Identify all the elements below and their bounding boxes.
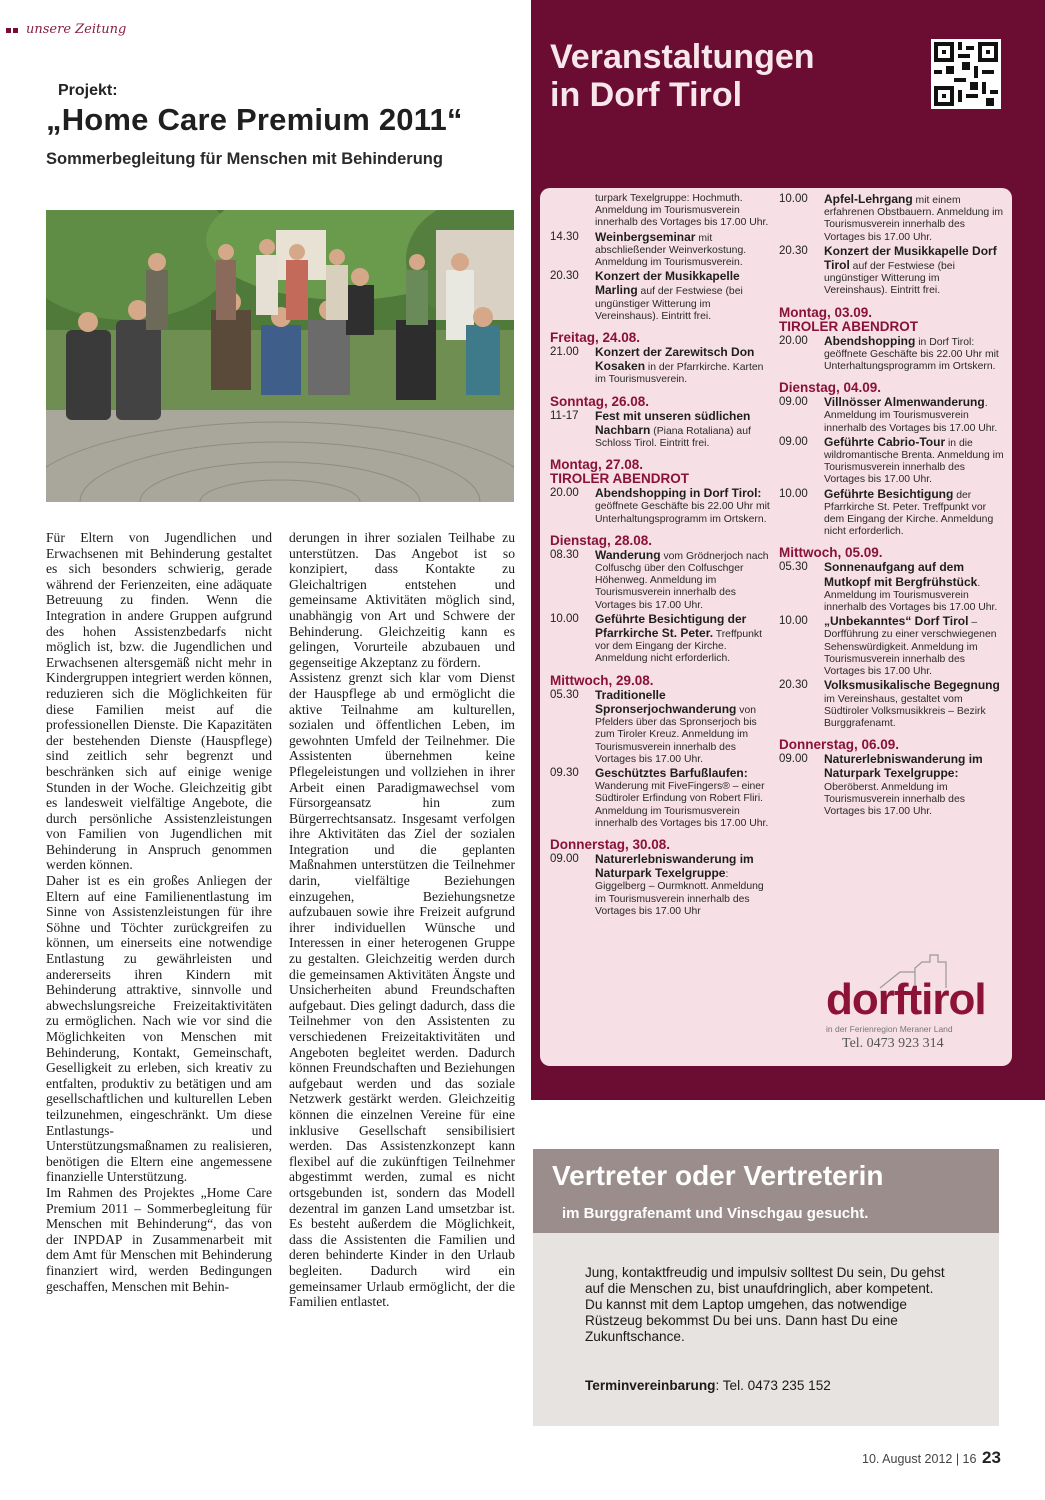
event-time: 20.30 [779, 679, 808, 692]
event-title: Weinbergseminar [595, 229, 696, 244]
article-paragraph: Daher ist es ein großes Anliegen der Eltern auf eine Familienentlastung im Sinne von Assistenzleistungen für ihre Söhne und Töchter zurückgreifen zu können, um einerseits eine notwendige Entlastung zu gewährleisten und andererseits ihren Kindern mit Behinderung attraktive, sinnvolle und abwechslungsreiche Freizeitaktivitäten zu ermöglichen. Nach wie vor sind die Möglichkeiten von Menschen mit Behinderung, Kontakt, Gemeinschaft, Geselligkeit zu erleben, sich kreativ zu entfalten, produktiv zu betätigen und am gesellschaftlichen und kulturellen Leben teilzunehmen, eingeschränkt. Um diese Entlastungs- und Unterstützungsmaßnamen zu realisieren, benötigen die Eltern eine angemessene finanzielle Unterstützung. [46, 873, 272, 1185]
event-title: Villnösser Almenwanderung [824, 395, 985, 410]
article-paragraph: Für Eltern von Jugendlichen und Erwachsenen mit Behinderung gestaltet es sich besonders schwierig, gerade während der Ferienzeiten, eine adäquate Betreuung zu finden. Wenn die Integration in andere Gruppen aufgrund des hohen Assistenzbedarfs nicht möglich ist, bzw. die Jugendlichen und Erwachsenen altersgemäß nicht mehr in Kindergruppen integriert werden können, reduzieren sich die Möglichkeiten für diese Familien meist auf die professionellen Dienste. Die Kapazitäten der bestehenden Dienste (Hauspflege) sind zeitlich sehr begrenzt und beschränken sich auf einige wenige Stunden in der Woche. Gleichzeitig gibt es landesweit vielfältige Angebote, die durch persönliche Assistenzleistungen von Familien von Jugendlichen mit Behinderung in Anspruch genommen werden können. [46, 530, 272, 873]
event-item [550, 853, 772, 918]
page-number: 23 [982, 1448, 1001, 1467]
event-title: Apfel-Lehrgang [824, 192, 913, 206]
event-description [824, 679, 1004, 730]
event-item [550, 193, 772, 230]
event-day-heading: Sonntag, 26.08. [550, 393, 650, 409]
event-item [550, 410, 772, 451]
article-headline: „Home Care Premium 2011“ [46, 102, 463, 137]
event-day-heading: Mittwoch, 05.09. [779, 545, 883, 561]
article-kicker: Projekt: [58, 82, 118, 99]
event-item [779, 679, 1004, 730]
event-description [595, 193, 772, 230]
event-item [550, 346, 772, 387]
event-description [595, 549, 772, 612]
event-title: Naturerlebniswanderung im Naturpark Texelgruppe: [824, 752, 983, 781]
event-description [824, 488, 1004, 539]
event-day-heading: Montag, 03.09. [779, 304, 873, 320]
event-description [595, 613, 772, 666]
event-text: : Giggelberg – Ourmknott. Anmeldung im Tourismusverein innerhalb des Vortages bis 17.00 Uhr [595, 869, 764, 917]
masthead [6, 20, 126, 38]
qr-code-graphic [934, 42, 998, 106]
events-title [550, 38, 815, 114]
event-day-heading: Dienstag, 04.09. [779, 380, 882, 396]
event-title: Volksmusikalische Begegnung [824, 678, 1000, 693]
footer-date-issue: 10. August 2012 | 16 [862, 1452, 977, 1466]
masthead-squares [6, 20, 20, 38]
event-text: Treffpunkt vor dem Eingang der Kirche. Anmeldung nicht erforderlich. [595, 629, 762, 665]
event-text: . Anmeldung im Tourismusverein innerhalb des Vortages bis 17.00 Uhr. [824, 398, 998, 434]
event-item [550, 689, 772, 766]
event-description [595, 767, 772, 830]
event-title: Konzert der Zarewitsch Don Kosaken [595, 345, 755, 374]
event-time: 20.30 [550, 270, 579, 283]
group-photo-illustration [46, 210, 514, 502]
event-day-heading: Dienstag, 28.08. [550, 532, 653, 548]
event-title: Sonnenaufgang auf dem Mutkopf mit Bergfrühstück [824, 560, 978, 589]
event-time: 09.00 [550, 852, 579, 865]
event-text: vom Grödnerjoch nach Colfuschg über den Colfuschger Höhenweg. Anmeldung im Tourismusverein innerhalb des Vortages bis 17.00 Uhr. [595, 550, 769, 611]
event-title: Naturerlebniswanderung im Naturpark Texelgruppe [595, 851, 754, 881]
article-paragraph: Assistenz grenzt sich klar vom Dienst der Hauspflege ab und ermöglicht die aktive Teilnahme am kulturellen, sozialen und öffentlichen Leben, im gewohnten Umfeld der Teilnehmer. Die Assistenten übernehmen keine Pflegeleistungen und vollziehen in ihrer Arbeit einen Paradigmawechsel vom Fürsorgeansatz hin zum Bürgerrechtsansatz. Insgesamt verfolgen ihre Aktivitäten das Ziel der sozialen Integration und die geplanten Maßnahmen unterstützen die Teilnehmer darin, vielfältige Beziehungen einzugehen, Beziehungsnetze aufzubauen sowie ihre Freizeit aufgrund ihrer individuellen Wünsche und Interessen in einer heterogenen Gruppe zu gestalten. Gleichzeitig werden durch die gemeinsamen Aktivitäten Ängste und Unsicherheiten abund Freundschaften aufgebaut. Dies gelingt dadurch, dass die Teilnehmer von den Assistenten zu verschiedenen Freizeitaktivitäten und Angeboten begleitet werden. Dadurch können Freundschaften und Beziehungen aufgebaut werden und das soziale Netzwerk gestärkt werden. Gleichzeitig können die einzelnen Vereine für eine inklusive Gesellschaft sensibilisiert werden. Das Assistenzkonzept kann flexibel auf die zukünftigen Teilnehmer abgestimmt werden, zumal es nicht ortsgebunden ist, sondern das Modell dezentral im ganzen Land umsetzbar ist. Es besteht außerdem die Möglichkeit, dass die Assistenten die Familien und deren behinderte Kinder in den Urlaub begleiten. Dadurch wird ein gemeinsamer Urlaub ermöglicht, der die Familien entlastet. [289, 670, 515, 1310]
event-text: in die wildromantische Brenta. Anmeldung im Tourismusverein innerhalb des Vortages bis 17.00 Uhr. [824, 437, 1004, 486]
event-item [779, 193, 1004, 244]
event-time: 09.00 [779, 396, 808, 409]
event-title: Fest mit unseren südlichen Nachbarn [595, 408, 751, 437]
events-column-right [779, 192, 1004, 818]
event-item [550, 231, 772, 270]
event-item [779, 753, 1004, 818]
event-text: Oberöberst. Anmeldung im Tourismusverein innerhalb des Vortages bis 17.00 Uhr. [824, 781, 965, 817]
event-description [824, 436, 1004, 487]
masthead-brand: unsere Zeitung [26, 21, 127, 37]
event-description [824, 396, 1004, 435]
job-ad-paragraph: Du kannst mit dem Laptop umgehen, das notwendige Rüstzeug bekommst Du bei uns. Dann hast Du eine Zukunftschance. [585, 1297, 907, 1344]
event-title: Konzert der Musikkapelle Marling [595, 269, 740, 298]
job-ad-paragraph: Jung, kontaktfreudig und impulsiv solltest Du sein, Du gehst auf die Menschen zu, bist unaufdringlich, aber kompetent. [585, 1265, 945, 1296]
event-day-heading: Montag, 27.08. [550, 457, 644, 473]
event-time: 05.30 [779, 561, 808, 574]
event-description [595, 346, 772, 387]
event-description [595, 853, 772, 918]
qr-code-icon[interactable] [931, 39, 1001, 109]
event-item [779, 436, 1004, 487]
event-day-heading: TIROLER ABENDROT [550, 471, 689, 487]
article-subline: Sommerbegleitung für Menschen mit Behinderung [46, 150, 443, 168]
event-text: mit abschließender Weinverkostung. Anmeldung im Tourismusverein. [595, 232, 747, 269]
logo-subtitle: in der Ferienregion Meraner Land [826, 1024, 953, 1034]
event-time: 21.00 [550, 346, 579, 359]
event-description [595, 410, 772, 451]
event-text: von Pfelders über das Spronserjoch bis zum Tiroler Kreuz. Anmeldung im Tourismusverein innerhalb des Vortages bis 17.00 Uhr. [595, 704, 757, 765]
event-text: Wanderung mit FiveFingers® – einer Südtiroler Erfindung von Robert Fliri. Anmeldung im Tourismusverein innerhalb des Vortages bis 17.00 Uhr. [595, 781, 769, 829]
event-item [779, 335, 1004, 374]
event-time: 09.00 [779, 435, 808, 448]
event-description [595, 487, 772, 526]
event-time [550, 193, 595, 230]
job-ad-title: Vertreter oder Vertreterin [552, 1160, 884, 1191]
event-description [824, 245, 1004, 298]
event-text: der Pfarrkirche St. Peter. Treffpunkt vor dem Eingang der Kirche. Anmeldung nicht erforderlich. [824, 489, 994, 538]
event-description [824, 561, 1004, 614]
job-ad-contact-phone: : Tel. 0473 235 152 [715, 1378, 831, 1393]
job-ad-contact [585, 1378, 831, 1393]
event-time: 10.00 [779, 487, 808, 500]
event-time: 09.30 [550, 766, 579, 779]
event-description [595, 270, 772, 323]
event-description [595, 231, 772, 270]
events-title-line1: Veranstaltungen [550, 38, 815, 76]
job-ad-contact-label: Terminvereinbarung [585, 1378, 716, 1393]
event-title: Geführte Besichtigung [824, 486, 954, 501]
event-description [824, 753, 1004, 818]
event-item [550, 270, 772, 323]
event-item [779, 615, 1004, 678]
event-title: Traditionelle Spronserjochwanderung [595, 687, 737, 716]
event-day-heading: Mittwoch, 29.08. [550, 672, 654, 688]
event-item [779, 488, 1004, 539]
event-time: 20.30 [779, 244, 808, 257]
events-title-line2: in Dorf Tirol [550, 76, 743, 114]
article-paragraph: derungen in ihrer sozialen Teilhabe zu unterstützen. Das Angebot ist so konzipiert, dass Kontakte zu Gleichaltrigen entstehen und gemeinsame Aktivitäten möglich sind, unabhängig von Art und Schwere der Behinderung. Gleichzeitig kann es gelingen, Vorurteile abzubauen und gegenseitige Akzeptanz zu fördern. [289, 530, 515, 670]
event-day-heading: TIROLER ABENDROT [779, 318, 918, 334]
event-text: auf der Festwiese (bei ungünstiger Witterung im Vereinshaus). Eintritt frei. [595, 286, 743, 322]
event-time: 11-17 [550, 409, 579, 422]
event-title: Wanderung [595, 547, 661, 562]
group-photo [46, 210, 514, 502]
article-column-2 [289, 530, 515, 1310]
job-ad-subtitle: im Burggrafenamt und Vinschgau gesucht. [562, 1205, 869, 1222]
logo-wordmark [826, 975, 986, 1025]
event-title: „Unbekanntes“ Dorf Tirol [824, 614, 969, 629]
event-title: Geführte Cabrio-Tour [824, 434, 946, 449]
event-title: Geschütztes Barfußlaufen: [595, 765, 748, 780]
event-time: 10.00 [779, 193, 808, 205]
article-column-1 [46, 530, 272, 1294]
event-description [824, 193, 1004, 244]
event-text: geöffnete Geschäfte bis 22.00 Uhr mit Unterhaltungsprogramm im Ortskern. [595, 501, 770, 525]
event-title: Konzert der Musikkapelle Dorf Tirol [824, 243, 997, 273]
event-item [550, 767, 772, 830]
event-title: Abendshopping [824, 333, 916, 348]
logo-tirol: tirol [907, 975, 986, 1024]
event-text: in der Pfarrkirche. Karten im Tourismusverein. [595, 362, 764, 386]
event-text: im Vereinshaus, gestaltet vom Südtiroler Volksmusikkreis – Bezirk Burggrafenamt. [824, 693, 986, 729]
event-item [550, 613, 772, 666]
event-title: Abendshopping in Dorf Tirol: [595, 486, 762, 501]
event-time: 14.30 [550, 230, 579, 243]
event-text: in Dorf Tirol: geöffnete Geschäfte bis 22.00 Uhr mit Unterhaltungsprogramm im Ortskern. [824, 336, 999, 373]
event-item [779, 245, 1004, 298]
event-item [779, 396, 1004, 435]
event-day-heading: Donnerstag, 06.09. [779, 737, 900, 753]
events-column-left [550, 192, 772, 918]
event-title: Geführte Besichtigung der Pfarrkirche St. Peter. [595, 611, 747, 641]
job-ad-text [585, 1265, 965, 1345]
event-text: – Dorfführung zu einer verschwiegenen Sehenswürdigkeit. Anmeldung im Tourismusverein innerhalb des Vortages bis 17.00 Uhr. [824, 617, 997, 678]
event-description [824, 335, 1004, 374]
event-time: 10.00 [779, 615, 808, 628]
event-text: turpark Texelgruppe: Hochmuth. Anmeldung im Tourismusverein innerhalb des Vortages bis 17.00 Uhr. [595, 193, 769, 229]
logo-dorf: dorf [826, 975, 908, 1024]
event-text: (Piana Rotaliana) auf Schloss Tirol. Eintritt frei. [595, 425, 751, 450]
event-text: auf der Festwiese (bei ungünstiger Witterung im Vereinshaus). Eintritt frei. [824, 261, 955, 297]
article-paragraph: Im Rahmen des Projektes „Home Care Premium 2011 – Sommerbegleitung für Menschen mit Behinderung“, das von der INPDAP in Zusammenarbeit mit dem Amt für Menschen mit Behinderung finanziert wird, werden Bedingungen geschaffen, Menschen mit Behin- [46, 1184, 272, 1294]
event-day-heading: Freitag, 24.08. [550, 330, 641, 346]
event-day-heading: Donnerstag, 30.08. [550, 836, 671, 852]
logo-phone: Tel. 0473 923 314 [842, 1036, 944, 1051]
event-text: mit einem erfahrenen Obstbauern. Anmeldung im Tourismusverein innerhalb des Vortages bis 17.00 Uhr. [824, 195, 1004, 243]
event-description [824, 615, 1004, 678]
event-time: 08.30 [550, 548, 579, 561]
event-item [550, 487, 772, 526]
event-time: 09.00 [779, 753, 808, 766]
event-time: 10.00 [550, 612, 579, 625]
event-time: 05.30 [550, 688, 579, 701]
event-item [779, 561, 1004, 614]
event-time: 20.00 [779, 334, 808, 347]
event-item [550, 549, 772, 612]
event-text: . Anmeldung im Tourismusverein innerhalb des Vortages bis 17.00 Uhr. [824, 577, 998, 614]
event-time: 20.00 [550, 487, 579, 500]
event-description [595, 689, 772, 766]
